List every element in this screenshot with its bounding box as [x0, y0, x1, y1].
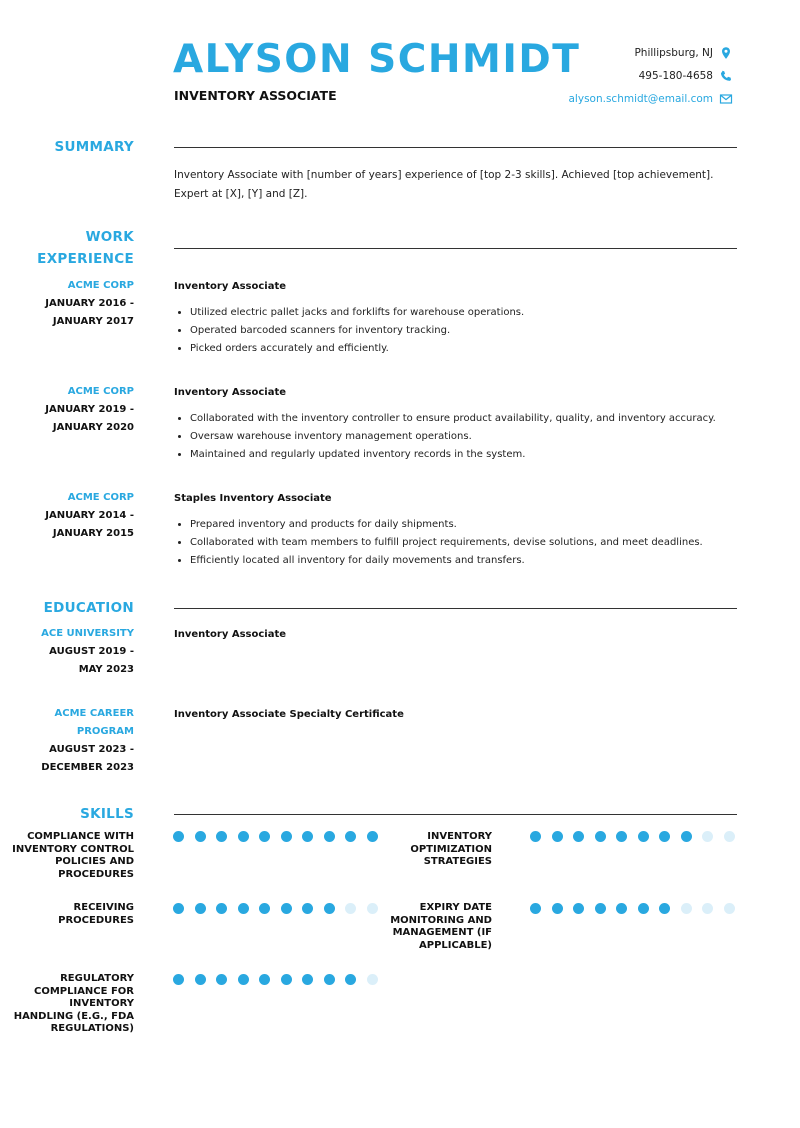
job-date-end: JANUARY 2015 [52, 528, 134, 539]
skill-dot-filled [259, 974, 270, 985]
skill-dot-filled [173, 974, 184, 985]
skill-dot-filled [324, 974, 335, 985]
skill-dot-filled [281, 903, 292, 914]
contact-location [473, 41, 733, 64]
work-heading-line2: EXPERIENCE [37, 251, 134, 267]
skill-dot-filled [195, 903, 206, 914]
job-company: ACME CORP [67, 280, 134, 291]
job-meta [4, 383, 134, 437]
job-bullets [174, 304, 739, 358]
skill-name: INVENTORY OPTIMIZATION STRATEGIES [410, 831, 492, 867]
job-company: ACME CORP [67, 492, 134, 503]
skill-dot-filled [552, 903, 563, 914]
job-bullets [174, 410, 739, 464]
skill-dot-filled [681, 831, 692, 842]
skill-dot-filled [238, 831, 249, 842]
skill-dot-filled [573, 903, 584, 914]
contact-phone [473, 64, 733, 87]
skill-dot-filled [216, 974, 227, 985]
job-date-end: JANUARY 2017 [52, 316, 134, 327]
job-meta [4, 277, 134, 331]
education-date-end: DECEMBER 2023 [41, 762, 134, 773]
job-bullet: • Maintained and regularly updated inventory records in the system. [190, 446, 739, 464]
skill-dot-filled [238, 974, 249, 985]
skill-dot-filled [595, 831, 606, 842]
job-bullet: • Prepared inventory and products for daily shipments. [190, 516, 739, 534]
skill-name: EXPIRY DATE MONITORING AND MANAGEMENT (IF APPLICABLE) [390, 902, 492, 951]
candidate-title: INVENTORY ASSOCIATE [174, 88, 337, 103]
skill-name: COMPLIANCE WITH INVENTORY CONTROL POLICIES AND PROCEDURES [12, 831, 134, 880]
skill-dot-filled [281, 974, 292, 985]
skill-dot-filled [302, 903, 313, 914]
skill-dot-filled [302, 974, 313, 985]
education-meta [4, 625, 134, 679]
job-role: Staples Inventory Associate [174, 493, 332, 504]
job-date-start: JANUARY 2014 - [45, 510, 134, 521]
education-degree: Inventory Associate Specialty Certificate [174, 709, 404, 720]
skill-dot-empty [702, 831, 713, 842]
work-heading-line1: WORK [85, 229, 134, 245]
skill-dot-filled [616, 903, 627, 914]
job-bullet: • Picked orders accurately and efficiently. [190, 340, 739, 358]
job-details [174, 492, 739, 570]
education-school: ACME CAREER [54, 708, 134, 719]
skill-dot-filled [573, 831, 584, 842]
job-role: Inventory Associate [174, 281, 287, 292]
summary-divider [174, 147, 737, 148]
work-divider [174, 248, 737, 249]
job-bullet: • Efficiently located all inventory for daily movements and transfers. [190, 552, 739, 570]
job-bullet: • Utilized electric pallet jacks and forklifts for warehouse operations. [190, 304, 739, 322]
skill-dot-filled [281, 831, 292, 842]
skill-dot-filled [238, 903, 249, 914]
skills-heading: SKILLS [80, 806, 134, 822]
skill-dot-empty [724, 903, 735, 914]
phone-icon [719, 69, 733, 83]
job-company: ACME CORP [67, 386, 134, 397]
skill-rating [173, 831, 388, 842]
education-date-end: MAY 2023 [78, 664, 134, 675]
location-text: Phillipsburg, NJ [634, 46, 713, 59]
contact-email[interactable] [473, 87, 733, 110]
skill-dot-empty [724, 831, 735, 842]
skill-dot-filled [659, 831, 670, 842]
skill-dot-filled [259, 903, 270, 914]
job-bullet: • Collaborated with team members to fulfill project requirements, devise solutions, and meet deadlines. [190, 534, 739, 552]
skill-dot-filled [638, 903, 649, 914]
summary-heading: SUMMARY [54, 139, 134, 155]
skill-name: REGULATORY COMPLIANCE FOR INVENTORY HANDLING (E.G., FDA REGULATIONS) [13, 973, 134, 1034]
skill-rating [530, 903, 745, 914]
skill-name: RECEIVING PROCEDURES [58, 902, 134, 926]
job-bullet: • Operated barcoded scanners for inventory tracking. [190, 322, 739, 340]
skill-dot-filled [259, 831, 270, 842]
job-date-start: JANUARY 2016 - [45, 298, 134, 309]
skill-dot-filled [552, 831, 563, 842]
skill-dot-filled [216, 831, 227, 842]
skill-dot-filled [616, 831, 627, 842]
skill-dot-filled [173, 831, 184, 842]
skill-dot-filled [530, 903, 541, 914]
skill-dot-filled [173, 903, 184, 914]
job-details [174, 386, 739, 464]
skill-dot-filled [345, 831, 356, 842]
skill-dot-filled [638, 831, 649, 842]
summary-text: Inventory Associate with [number of years] experience of [top 2-3 skills]. Achieved [top achievement]. Expert at [X], [Y] and [Z]. [174, 169, 714, 200]
skill-dot-empty [702, 903, 713, 914]
job-bullet: • Collaborated with the inventory controller to ensure product availability, quality, and inventory accuracy. [190, 410, 739, 428]
skills-divider [174, 814, 737, 815]
skill-dot-filled [659, 903, 670, 914]
education-divider [174, 608, 737, 609]
skill-dot-filled [302, 831, 313, 842]
job-date-end: JANUARY 2020 [52, 422, 134, 433]
skill-dot-filled [530, 831, 541, 842]
job-meta [4, 489, 134, 543]
education-date-start: AUGUST 2023 - [49, 744, 134, 755]
map-pin-icon [719, 46, 733, 60]
candidate-name: ALYSON SCHMIDT [173, 37, 581, 82]
skill-dot-filled [345, 974, 356, 985]
education-details [174, 628, 739, 642]
skill-dot-empty [345, 903, 356, 914]
education-meta [4, 705, 134, 777]
education-school-line2: PROGRAM [76, 726, 134, 737]
skill-dot-filled [324, 903, 335, 914]
email-link[interactable]: alyson.schmidt@email.com [568, 92, 713, 105]
skill-dot-empty [367, 974, 378, 985]
skill-dot-filled [195, 974, 206, 985]
envelope-icon [719, 92, 733, 106]
contact-block [473, 41, 733, 110]
job-role: Inventory Associate [174, 387, 287, 398]
job-date-start: JANUARY 2019 - [45, 404, 134, 415]
skill-rating [173, 903, 388, 914]
job-bullet: • Oversaw warehouse inventory management operations. [190, 428, 739, 446]
education-heading: EDUCATION [43, 600, 134, 616]
education-school: ACE UNIVERSITY [41, 628, 134, 639]
education-details [174, 708, 739, 722]
skill-dot-filled [595, 903, 606, 914]
skill-dot-filled [195, 831, 206, 842]
skill-dot-filled [216, 903, 227, 914]
job-details [174, 280, 739, 358]
skill-dot-filled [324, 831, 335, 842]
education-degree: Inventory Associate [174, 629, 287, 640]
skill-dot-empty [681, 903, 692, 914]
skill-rating [173, 974, 388, 985]
education-date-start: AUGUST 2019 - [49, 646, 134, 657]
phone-text: 495-180-4658 [638, 69, 713, 82]
job-bullets [174, 516, 739, 570]
skill-rating [530, 831, 745, 842]
